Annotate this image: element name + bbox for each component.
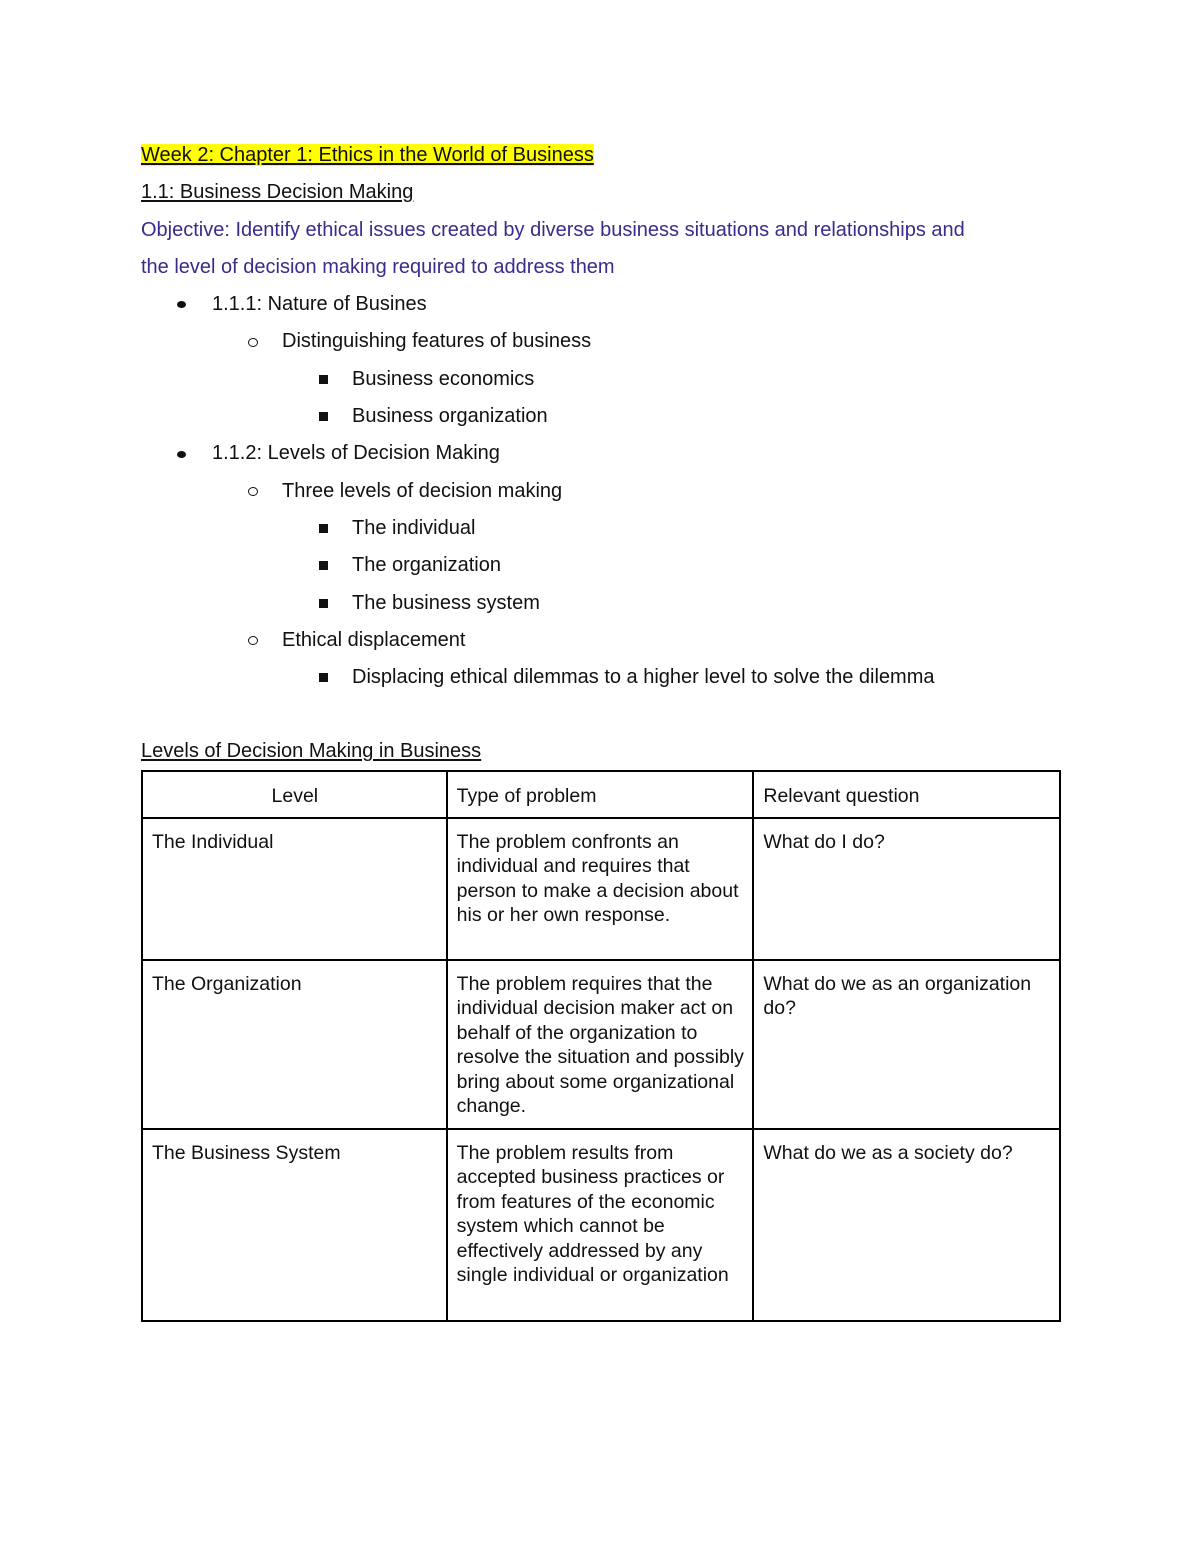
table-cell-question: What do we as a society do? xyxy=(753,1129,1060,1321)
outline-point-label: Business organization xyxy=(352,405,548,428)
table-header-row xyxy=(142,771,1060,818)
objective-line-2: the level of decision making required to address them xyxy=(141,255,615,278)
outline-item-nature-of-business xyxy=(141,286,1061,323)
outline-point-label: Displacing ethical dilemmas to a higher level to solve the dilemma xyxy=(352,666,935,689)
square-bullet-icon xyxy=(313,659,333,696)
square-bullet-icon xyxy=(313,585,333,622)
outline-subitem-ethical-displacement xyxy=(141,622,1061,659)
hollow-bullet-icon xyxy=(243,622,263,659)
table-cell-question: What do we as an organization do? xyxy=(753,960,1060,1129)
table-header-cell: Type of problem xyxy=(447,771,754,818)
table-row xyxy=(142,818,1060,960)
outline-point-label: The business system xyxy=(352,591,540,614)
outline-point-business-economics xyxy=(141,361,1061,398)
section-heading: 1.1: Business Decision Making xyxy=(141,181,414,204)
outline-subitem-three-levels xyxy=(141,473,1061,510)
table-header-cell: Level xyxy=(142,771,447,818)
outline-item-levels-of-decision-making xyxy=(141,435,1061,472)
objective-line-1: Objective: Identify ethical issues created by diverse business situations and relationships and xyxy=(141,218,965,241)
hollow-bullet-icon xyxy=(243,323,263,360)
hollow-bullet-icon xyxy=(243,473,263,510)
square-bullet-icon xyxy=(313,398,333,435)
square-bullet-icon xyxy=(313,510,333,547)
filled-bullet-icon xyxy=(171,286,191,323)
outline-subitem-distinguishing-features xyxy=(141,323,1061,360)
outline-point-organization xyxy=(141,547,1061,584)
levels-table xyxy=(141,770,1061,1322)
table-caption: Levels of Decision Making in Business xyxy=(141,740,482,763)
table-cell-problem: The problem requires that the individual decision maker act on behalf of the organization to resolve the situation and possibly bring about some organizational change. xyxy=(447,960,754,1129)
table-cell-level: The Individual xyxy=(142,818,447,960)
outline-subitem-label: Ethical displacement xyxy=(282,628,466,651)
table-cell-level: The Business System xyxy=(142,1129,447,1321)
outline-point-business-organization xyxy=(141,398,1061,435)
table-header-cell: Relevant question xyxy=(753,771,1060,818)
document-page xyxy=(141,137,1061,1322)
outline-point-individual xyxy=(141,510,1061,547)
filled-bullet-icon xyxy=(171,435,191,472)
outline-point-label: Business economics xyxy=(352,367,535,390)
outline-subitem-label: Distinguishing features of business xyxy=(282,330,592,353)
table-cell-problem: The problem confronts an individual and requires that person to make a decision about his or her own response. xyxy=(447,818,754,960)
document-title xyxy=(141,137,1061,174)
table-cell-question: What do I do? xyxy=(753,818,1060,960)
table-cell-level: The Organization xyxy=(142,960,447,1129)
table-row xyxy=(142,960,1060,1129)
document-title-text: Week 2: Chapter 1: Ethics in the World of Business xyxy=(141,144,594,166)
square-bullet-icon xyxy=(313,361,333,398)
outline-point-label: The organization xyxy=(352,554,501,577)
outline-item-label: 1.1.2: Levels of Decision Making xyxy=(212,442,500,465)
table-row xyxy=(142,1129,1060,1321)
outline-item-label: 1.1.1: Nature of Busines xyxy=(212,293,427,316)
outline-list xyxy=(141,286,1061,696)
outline-point-displacing-dilemmas xyxy=(141,659,1061,696)
outline-subitem-label: Three levels of decision making xyxy=(282,479,563,502)
outline-point-business-system xyxy=(141,585,1061,622)
square-bullet-icon xyxy=(313,547,333,584)
outline-point-label: The individual xyxy=(352,516,476,539)
table-cell-problem: The problem results from accepted business practices or from features of the economic system which cannot be effectively addressed by any single individual or organization xyxy=(447,1129,754,1321)
